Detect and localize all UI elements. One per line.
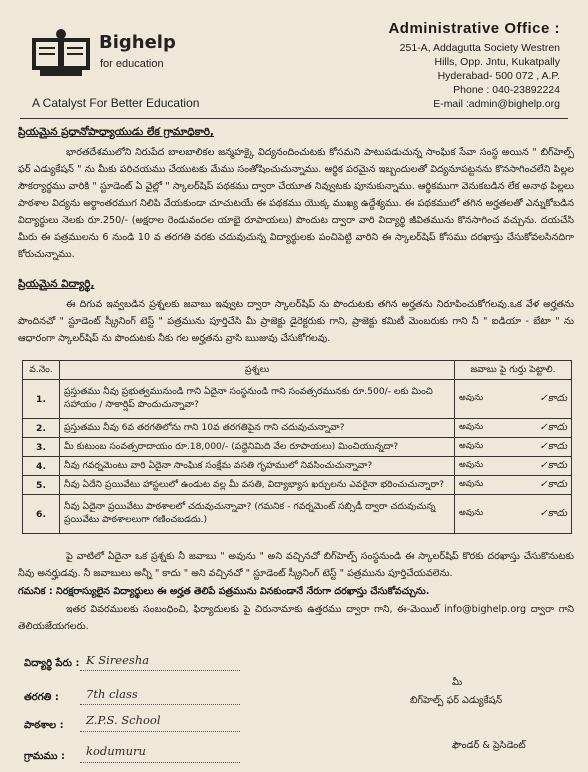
org-subtitle: for education (100, 58, 164, 70)
org-name: Bighelp (99, 32, 176, 53)
intro-paragraph: భారతదేశములోని నిరుపేద బాలబాలికల జన్మహక్కై విద్యనందించుటకు కోసమని పాటుపడుచున్న సాంఘిక సేవా సంస్థ అయిన " బిగ్‌హెల్ప్ ఫర్ ఎడ్యుకేషన్ " ను మీకు పరిచయము చేయుటకు మేము సంతోషించుచున్నాము. ఆర్థిక పరమైన ఇబ్బందులతో విద్యనూపట్టనను కొనసాగించలేని పిల్లల సౌకర్యార్థము వారికి " స్టూడెంట్ ఏ వైల్లో " స్కాలర్‌షిప్ పథకము ద్వారా చేయూత నివ్వుటకు పూనుకున్నాము. ఆర్థికముగా వెనుకబడిన లేక అనాథ పిల్లలు పాఠశాల విద్యను అర్థాంతరముగ నిలిపి వేయకుండా చూచుటయే ఈ పథకము యొక్క ముఖ్య ఉద్దేశ్యము. ఈ పథకములో తగిన అర్హతలతో ఎన్నుకోబడిన విద్యార్థులు నెలకు రూ.250/- (అక్షరాల రెండువందల యాభై రూపాయలు) పొందుట ద్వారా వారి విద్యార్థి జీవితమును కొనసాగించ వచ్చును. దయచేసి మీరు ఈ పత్రములను 6 నుండి 10 వ తరగతి వరకు చదువుచున్న విద్యార్థులకు పంచిపెట్టి వారిని ఈ స్కాలర్‌షిప్ కోసము దరఖాస్తు చేసుకోవలసినదిగా కోరుచున్నాము. (18, 147, 574, 260)
checkmark-icon: ✓కాదు (539, 460, 567, 471)
table-row (23, 495, 572, 534)
column-header-number: వ.నెం. (23, 361, 60, 380)
question-text: నీవు ఏదేని ప్రయివేటు హాస్టలులో ఉండుట వల్ల మీ వసతి, విద్యాభ్యాస ఖర్చులను ఎవరైనా భరించుచున్నారా? (60, 476, 455, 495)
yes-option[interactable]: అవును (459, 508, 484, 518)
office-address-line: Hyderabad- 500 072 , A.P. (437, 70, 560, 82)
signature-title: ఫౌండర్ & ప్రెసిడెంట్ (452, 740, 526, 751)
yes-option[interactable]: అవును (459, 422, 484, 432)
column-header-answer: జవాబు పై గుర్తు పెట్టాలి. (455, 361, 572, 380)
question-number: 1. (23, 380, 60, 419)
answer-cell[interactable] (455, 419, 572, 438)
answer-cell[interactable] (455, 476, 572, 495)
checkmark-icon: ✓కాదు (539, 393, 567, 404)
table-row (23, 380, 572, 419)
signature-yours: మీ (452, 677, 463, 688)
question-text: నీవు గవర్నమెంటు వారి ఏదైనా సాంఘిక సంక్షేమ వసతి గృహములో నివసించుచున్నావా? (60, 457, 455, 476)
school-value[interactable]: Z.P.S. School (86, 713, 161, 727)
checkmark-icon: ✓కాదు (539, 441, 567, 452)
answer-cell[interactable] (455, 380, 572, 419)
field-underline (80, 670, 240, 671)
field-underline (80, 731, 240, 732)
table-row (23, 476, 572, 495)
eligibility-result-paragraph: పై వాటిలో ఏదైనా ఒక ప్రశ్నకు నీ జవాబు " అవును " అని వచ్చినచో బిగ్‌హెల్ప్ సంస్థనుండి ఈ స్కాలర్‌షిప్ కొరకు దరఖాస్తు చేసుకొనుటకు నీవు అనర్హుడవు. నీ జవాబులు అన్నీ " కాదు " అని వచ్చినచో " స్టూడెంట్ స్క్రీనింగ్ టెస్ట్ " పత్రమును పూర్తిచేయవలెను. (18, 551, 574, 579)
question-text: మీ కుటుంబ సంవత్సరాదాయం రూ.18,000/- (పద్దెనిమిది వేల రూపాయలు) మించియున్నదా? (60, 438, 455, 457)
table-header-row (23, 361, 572, 380)
column-header-questions: ప్రశ్నలు (60, 361, 455, 380)
checkmark-icon: ✓కాదు (539, 479, 567, 490)
signature-org: బిగ్‌హెల్ప్ ఫర్ ఎడ్యుకేషన్ (410, 695, 503, 706)
checkmark-icon: ✓కాదు (539, 508, 567, 519)
table-row (23, 457, 572, 476)
table-row (23, 419, 572, 438)
office-email: E-mail :admin@bighelp.org (433, 98, 560, 110)
question-number: 2. (23, 419, 60, 438)
checkmark-icon: ✓కాదు (539, 422, 567, 433)
yes-option[interactable]: అవును (459, 479, 484, 489)
org-tagline: A Catalyst For Better Education (32, 96, 200, 110)
question-number: 4. (23, 457, 60, 476)
class-value[interactable]: 7th class (86, 687, 138, 701)
yes-option[interactable]: అవును (459, 393, 484, 403)
answer-cell[interactable] (455, 438, 572, 457)
answer-cell[interactable] (455, 495, 572, 534)
school-label: పాఠశాల : (24, 720, 64, 731)
question-number: 3. (23, 438, 60, 457)
yes-option[interactable]: అవును (459, 460, 484, 470)
village-value[interactable]: kodumuru (86, 744, 146, 758)
office-address-line: Hills, Opp. Jntu, Kukatpally (434, 56, 560, 68)
question-text: నీవు ఏదైనా ప్రయివేటు పాఠశాలలో చదువుచున్నావా? (గమనిక - గవర్నమెంట్ సబ్సిడీ ద్వారా చదువుచున్న ప్రయివేటు పాఠశాలలుగా గణించబడదు.) (60, 495, 455, 534)
table-row (23, 438, 572, 457)
field-underline (80, 704, 240, 705)
question-number: 5. (23, 476, 60, 495)
note-paragraph: గమనిక : నిరక్షరాస్యులైన విద్యార్థులు ఈ అర్హత తెలిపే పత్రమును వినకుండానే నేరుగా దరఖాస్తు చేసుకోవచ్చును. (18, 586, 430, 597)
answer-cell[interactable] (455, 457, 572, 476)
yes-option[interactable]: అవును (459, 441, 484, 451)
office-title: Administrative Office : (388, 20, 560, 37)
office-phone: Phone : 040-23892224 (453, 84, 560, 96)
student-name-label: విద్యార్థి పేరు : (24, 658, 80, 669)
class-label: తరగతి : (24, 692, 59, 703)
book-hands-logo-icon (30, 28, 92, 78)
contact-paragraph: ఇతర వివరములకు సంబంధించి, ఫిర్యాదులకు పై చిరునామాకు ఉత్తరము ద్వారా గాని, ఈ-మెయిల్ info@bighelp.org ద్వారా గాని తెలియజేయగలరు. (18, 604, 574, 632)
header-divider (20, 118, 568, 119)
salutation-headmaster: ప్రియమైన ప్రధానోపాధ్యాయుడు లేక గ్రామాధికారి, (18, 126, 215, 138)
question-text: ప్రస్తుతము నీవు ప్రభుత్వమునుండి గాని ఏదైనా సంస్థనుండి గాని సంవత్సరమునకు రూ.500/- లకు మించి సహాయం / సాకార్షిప్ పొందుచున్నావా? (60, 380, 455, 419)
student-name-value[interactable]: K Sireesha (86, 653, 150, 667)
eligibility-questions-table (22, 360, 572, 534)
salutation-student: ప్రియమైన విద్యార్థి, (18, 278, 95, 290)
question-number: 6. (23, 495, 60, 534)
village-label: గ్రామము : (24, 751, 66, 762)
office-address-line: 251-A, Addagutta Society Westren (399, 42, 560, 54)
instructions-paragraph: ఈ దిగువ ఇవ్వబడిన ప్రశ్నలకు జవాబు ఇవ్వుట ద్వారా స్కాలర్‌షిప్ ను పొందుటకు తగిన అర్హతను నిరూపించుకోగలవు.ఒక వేళ అర్హతను పొందినచో " స్టూడెంట్ స్క్రీనింగ్ టెస్ట్ " పత్రమును పూర్తిచేసి మీ ప్రాజెక్టు డైరెక్టరుకు గాని, ప్రాజెక్టు కమిటీ మెంబరుకు గాని నీ " ఐడియా - బేటా " ను ఆధారంగా స్కాలర్‌షిప్ ను పొందుటకు నీకు గల అర్హతను వ్రాసి ఋజువు చేసుకోగలవు. (18, 299, 574, 344)
field-underline (80, 762, 240, 763)
question-text: ప్రస్తుతము నీవు 6వ తరగతిలోను గాని 10వ తరగతిపైన గాని చదువుచున్నావా? (60, 419, 455, 438)
